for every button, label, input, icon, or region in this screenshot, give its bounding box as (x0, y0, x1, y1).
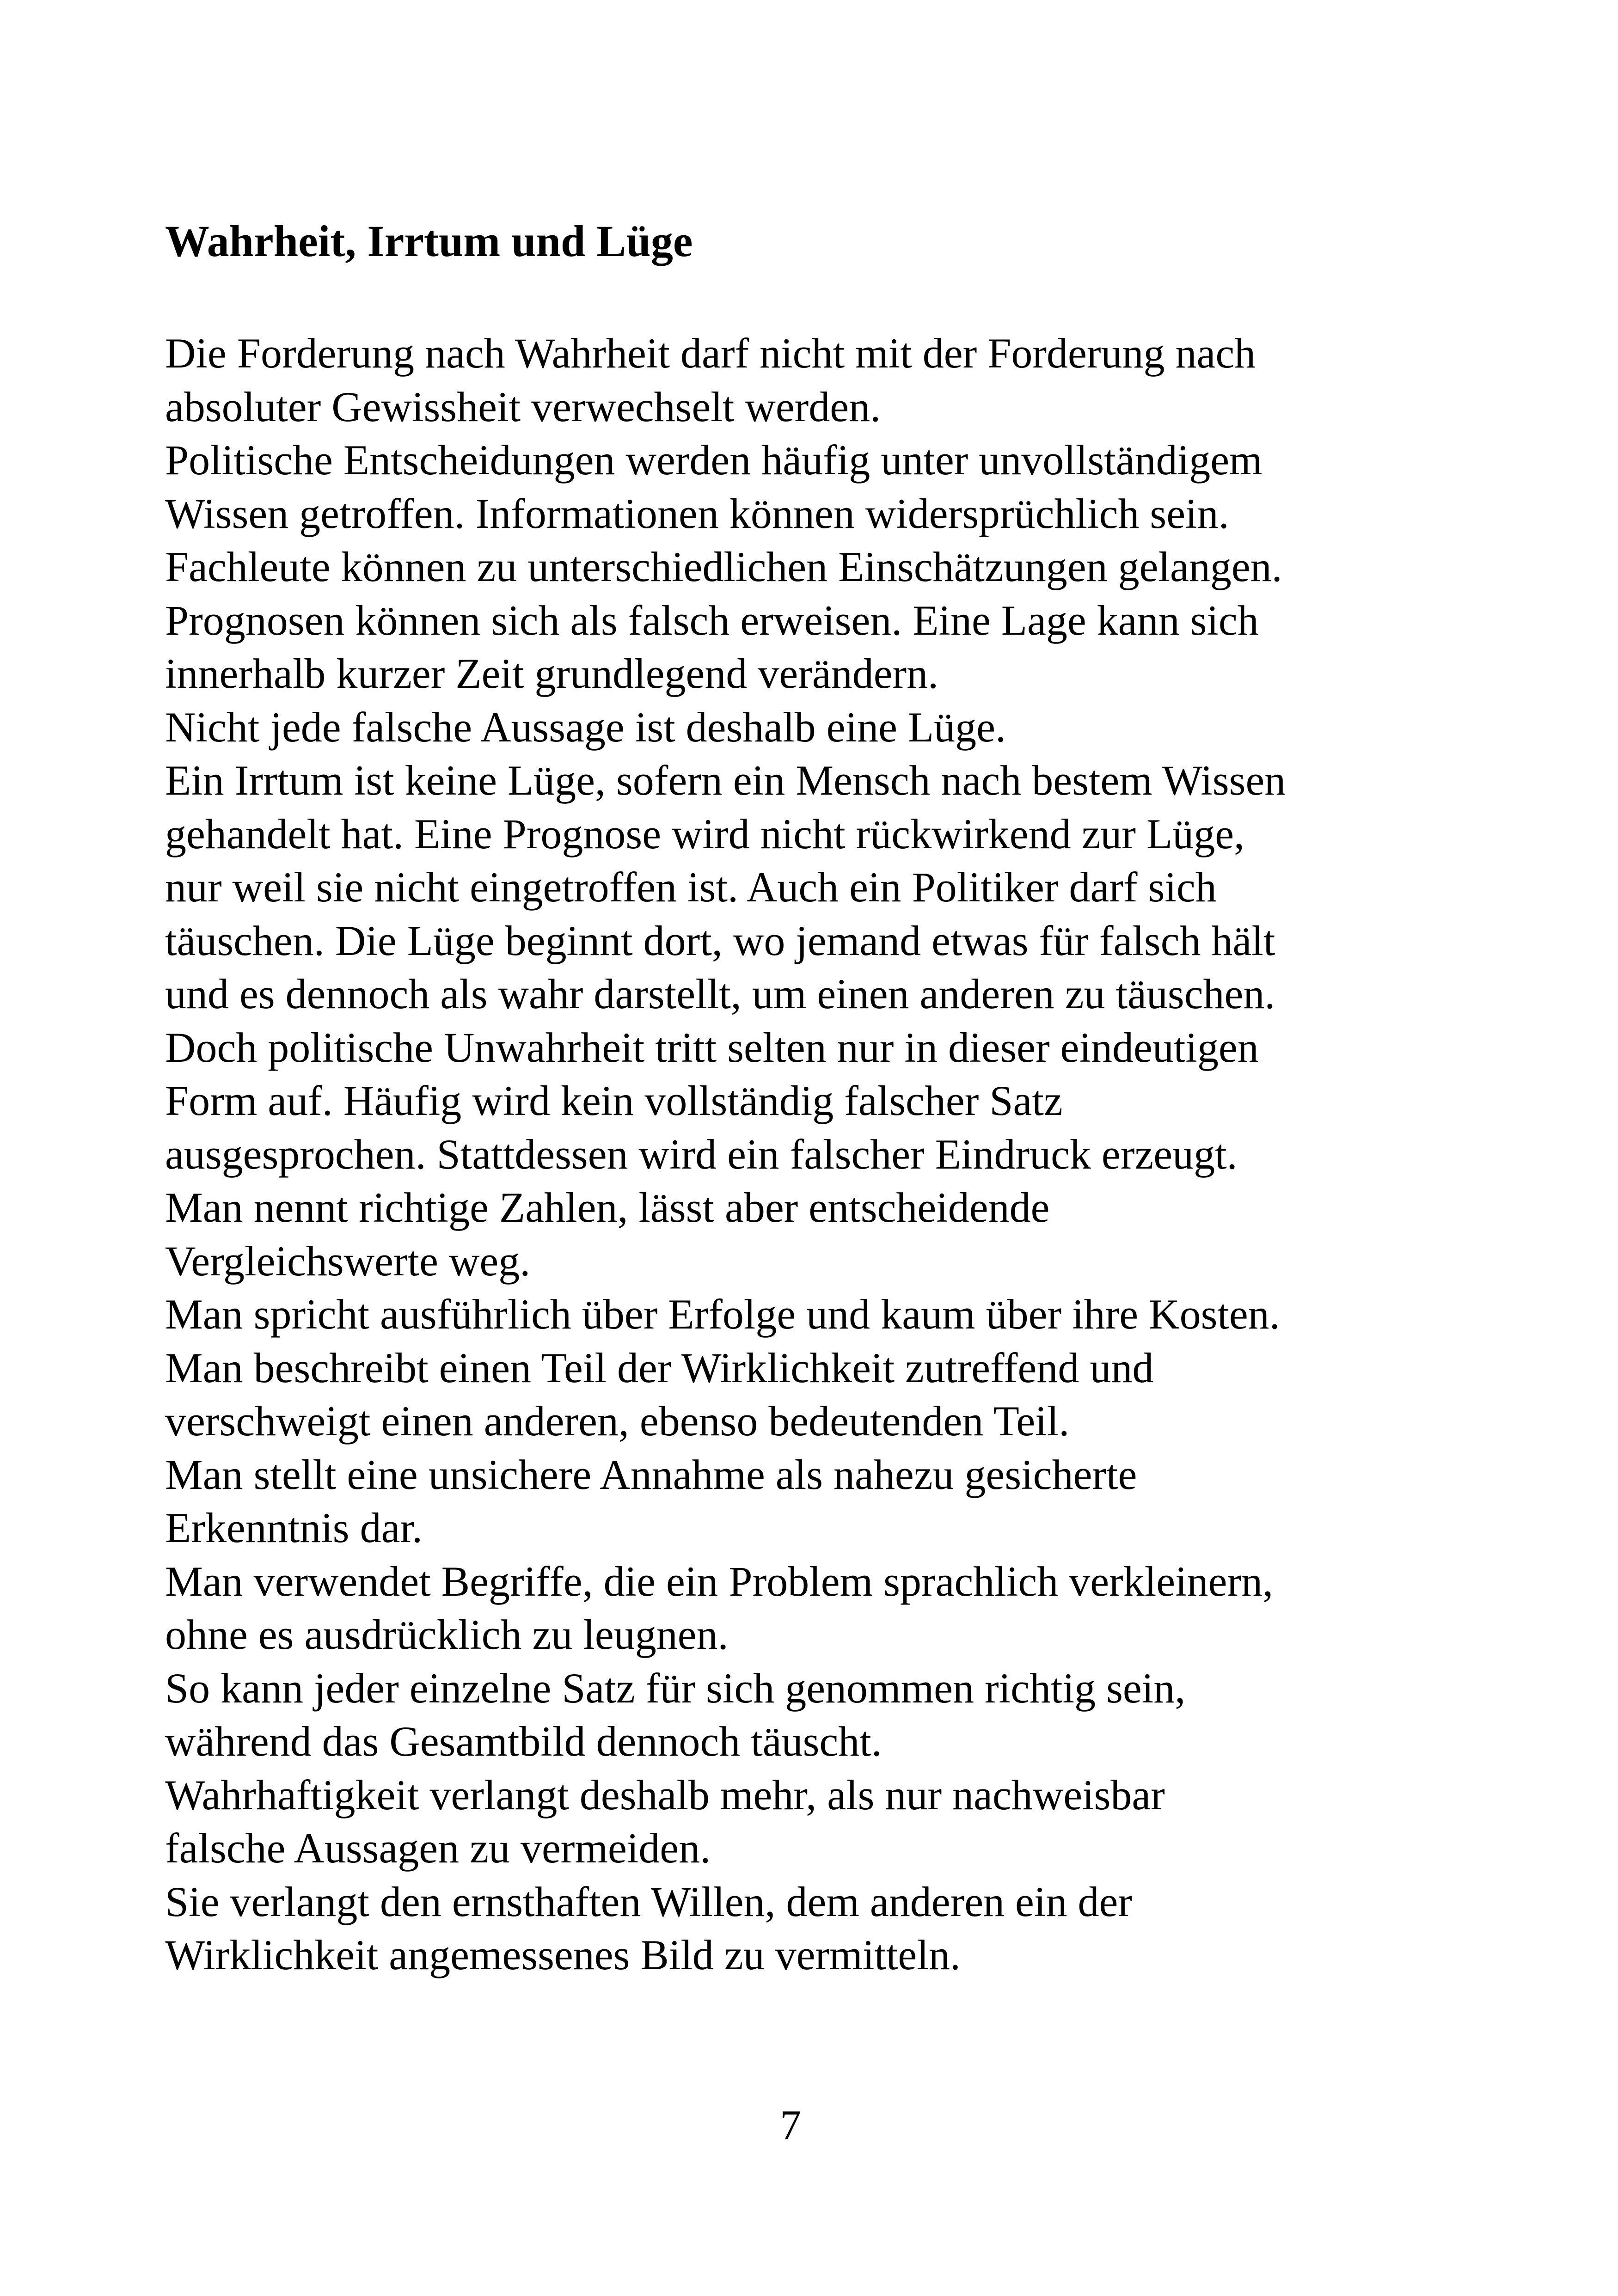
text-line: Fachleute können zu unterschiedlichen Einschätzungen gelangen. (165, 543, 1282, 590)
text-line: Man spricht ausführlich über Erfolge und kaum über ihre Kosten. (165, 1291, 1280, 1338)
text-line: Sie verlangt den ernsthaften Willen, dem anderen ein der (165, 1878, 1132, 1925)
text-line: ausgesprochen. Stattdessen wird ein falscher Eindruck erzeugt. (165, 1130, 1238, 1178)
text-line: Prognosen können sich als falsch erweisen. Eine Lage kann sich (165, 596, 1259, 644)
text-line: täuschen. Die Lüge beginnt dort, wo jemand etwas für falsch hält (165, 917, 1275, 964)
text-line: Wirklichkeit angemessenes Bild zu vermitteln. (165, 1931, 961, 1978)
text-line: falsche Aussagen zu vermeiden. (165, 1825, 711, 1872)
text-line: Man beschreibt einen Teil der Wirklichkeit zutreffend und (165, 1344, 1154, 1391)
text-line: Man stellt eine unsichere Annahme als nahezu gesicherte (165, 1451, 1137, 1498)
text-line: Erkenntnis dar. (165, 1504, 423, 1551)
text-line: und es dennoch als wahr darstellt, um einen anderen zu täuschen. (165, 970, 1275, 1017)
page-number: 7 (780, 2101, 801, 2149)
text-line: absoluter Gewissheit verwechselt werden. (165, 383, 881, 430)
body-text (165, 327, 1286, 1982)
text-line: Form auf. Häufig wird kein vollständig falscher Satz (165, 1077, 1063, 1124)
text-line: nur weil sie nicht eingetroffen ist. Auch ein Politiker darf sich (165, 863, 1217, 911)
text-line: Die Forderung nach Wahrheit darf nicht mit der Forderung nach (165, 330, 1256, 377)
text-line: während das Gesamtbild dennoch täuscht. (165, 1718, 882, 1765)
text-line: So kann jeder einzelne Satz für sich genommen richtig sein, (165, 1664, 1186, 1712)
text-line: ohne es ausdrücklich zu leugnen. (165, 1611, 729, 1658)
text-line: Politische Entscheidungen werden häufig unter unvollständigem (165, 436, 1263, 484)
text-line: innerhalb kurzer Zeit grundlegend verändern. (165, 650, 939, 697)
text-line: Wahrhaftigkeit verlangt deshalb mehr, als nur nachweisbar (165, 1771, 1165, 1818)
text-line: Man verwendet Begriffe, die ein Problem sprachlich verkleinern, (165, 1557, 1274, 1605)
text-line: Ein Irrtum ist keine Lüge, sofern ein Mensch nach bestem Wissen (165, 757, 1286, 804)
text-line: gehandelt hat. Eine Prognose wird nicht rückwirkend zur Lüge, (165, 810, 1245, 857)
page-title: Wahrheit, Irrtum und Lüge (165, 216, 693, 266)
text-line: Doch politische Unwahrheit tritt selten nur in dieser eindeutigen (165, 1023, 1259, 1071)
text-line: Man nennt richtige Zahlen, lässt aber entscheidende (165, 1184, 1050, 1231)
text-line: Nicht jede falsche Aussage ist deshalb eine Lüge. (165, 703, 1006, 751)
text-line: verschweigt einen anderen, ebenso bedeutenden Teil. (165, 1397, 1070, 1445)
text-line: Wissen getroffen. Informationen können widersprüchlich sein. (165, 490, 1229, 537)
text-line: Vergleichswerte weg. (165, 1237, 531, 1285)
